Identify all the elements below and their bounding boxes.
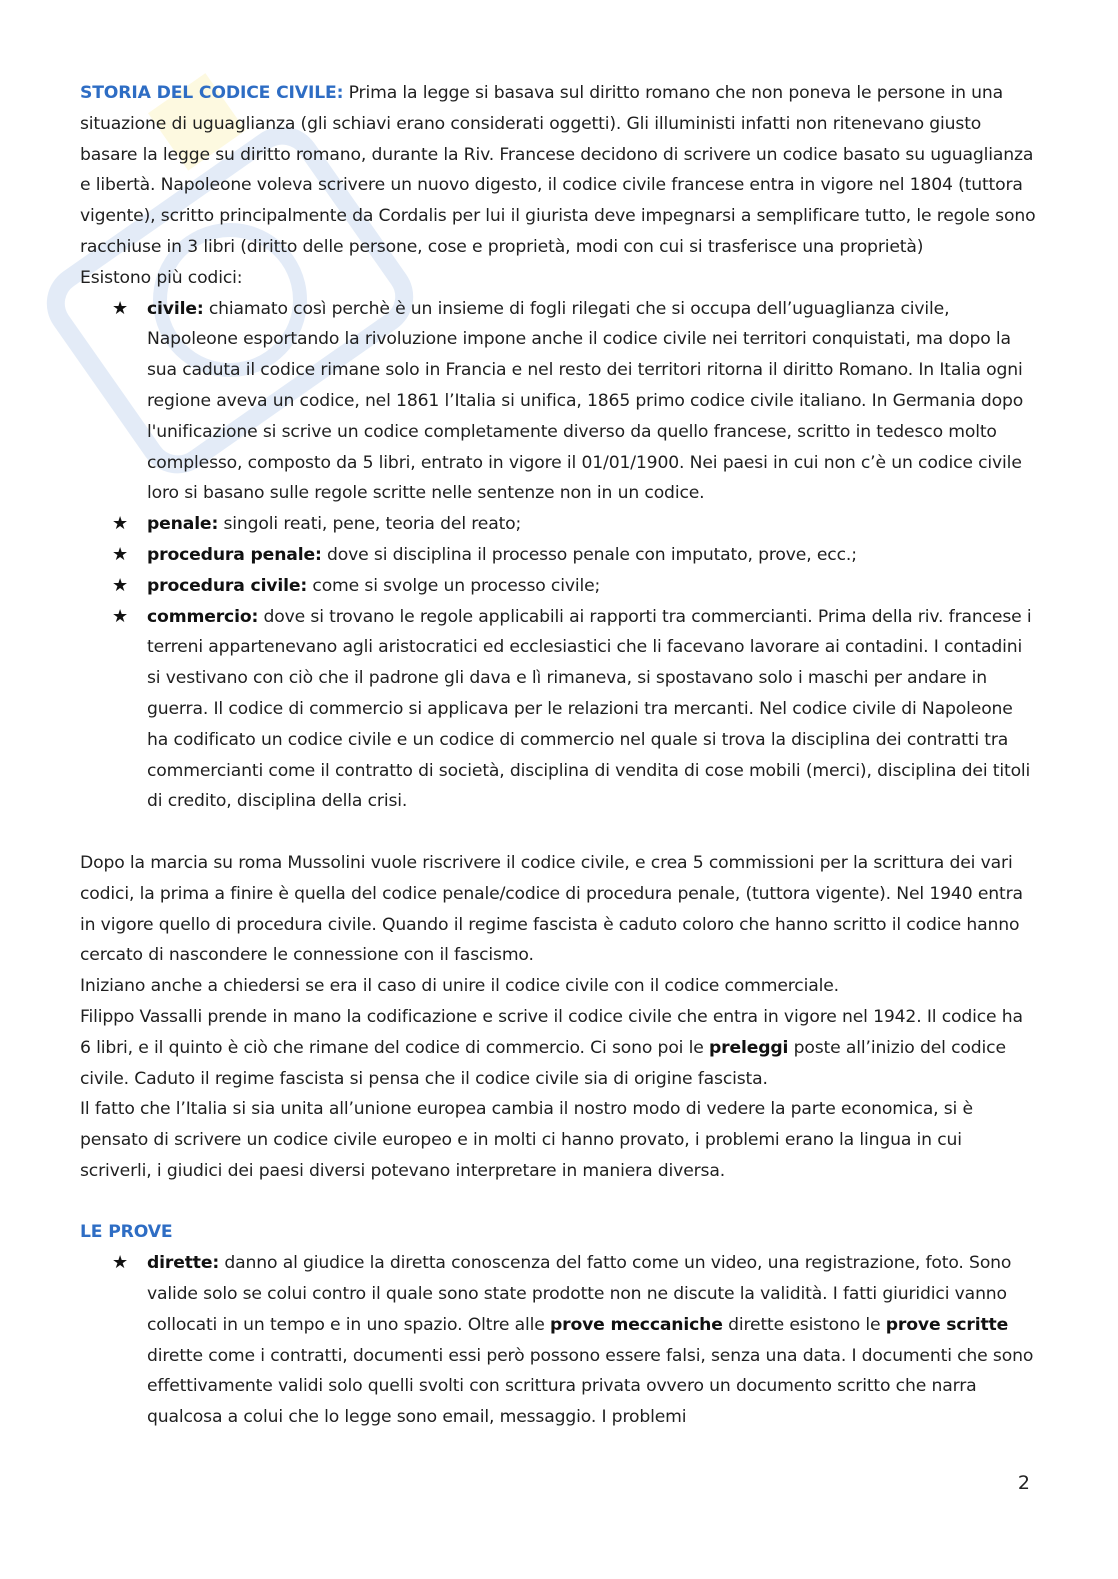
bold-preleggi: preleggi <box>709 1037 789 1058</box>
star-bullet-icon: ★ <box>112 543 128 565</box>
list-item <box>112 540 1036 571</box>
star-bullet-icon: ★ <box>112 574 128 596</box>
list-item <box>112 602 1036 818</box>
spacer <box>80 817 1036 848</box>
codes-list <box>80 294 1036 818</box>
list-item-text: singoli reati, pene, teoria del reato; <box>218 514 522 535</box>
star-bullet-icon: ★ <box>112 297 128 319</box>
section-heading-storia: STORIA DEL CODICE CIVILE: <box>80 83 344 103</box>
list-item <box>112 509 1036 540</box>
star-bullet-icon: ★ <box>112 513 128 535</box>
section-heading-prove: LE PROVE <box>80 1222 173 1243</box>
paragraph-vassalli: Filippo Vassalli prende in mano la codificazione e scrive il codice civile che entra in vigore nel 1942. Il codice ha 6 libri, e il quinto è ciò che rimane del codice di commercio. Ci sono poi le preleggi poste all’inizio del codice civile. Caduto il regime fascista si pensa che il codice civile sia di origine fascista. <box>80 1006 1023 1089</box>
list-item-text: dove si disciplina il processo penale con imputato, prove, ecc.; <box>321 544 857 565</box>
list-item-term: procedura penale: <box>147 544 322 565</box>
list-intro: Esistono più codici: <box>80 267 243 288</box>
star-bullet-icon: ★ <box>112 1252 128 1274</box>
spacer <box>80 1187 1036 1218</box>
list-item <box>112 571 1036 602</box>
bold-prove-scritte: prove scritte <box>885 1314 1009 1335</box>
list-item-text: come si svolge un processo civile; <box>307 575 601 596</box>
bold-prove-meccaniche: prove meccaniche <box>549 1314 723 1335</box>
paragraph-mussolini: Dopo la marcia su roma Mussolini vuole riscrivere il codice civile, e crea 5 commissioni per la scrittura dei vari codici, la prima a finire è quella del codice penale/codice di procedura penale, (tuttora vigente). Nel 1940 entra in vigore quello di procedura civile. Quando il regime fascista è caduto coloro che hanno scritto il codice hanno cercato di nascondere le connessione con il fascismo. <box>80 852 1023 966</box>
list-item-text: chiamato così perchè è un insieme di fogli rilegati che si occupa dell’uguaglianza civile, Napoleone esportando la rivoluzione impone anche il codice civile nei territori conquistati, ma dopo la sua caduta il codice rimane solo in Francia e nel resto dei territori ritorna il diritto Romano. In Italia ogni regione aveva un codice, nel 1861 l’Italia si unifica, 1865 primo codice civile italiano. In Germania dopo l'unificazione si scrive un codice completamente diverso da quello francese, scritto in tedesco molto complesso, composto da 5 libri, entrato in vigore il 01/01/1900. Nei paesi in cui non c’è un codice civile loro si basano sulle regole scritte nelle sentenze non in un codice. <box>147 298 1024 504</box>
list-item-term: dirette: <box>147 1253 220 1274</box>
paragraph-unire: Iniziano anche a chiedersi se era il caso di unire il codice civile con il codice commerciale. <box>80 976 839 997</box>
page-number: 2 <box>1017 1472 1030 1494</box>
section-history-intro <box>80 78 1036 263</box>
star-bullet-icon: ★ <box>112 605 128 627</box>
list-item-term: penale: <box>147 514 219 535</box>
list-item-text: dove si trovano le regole applicabili ai rapporti tra commercianti. Prima della riv. francese i terreni appartenevano agli aristocratici ed ecclesiastici che li facevano lavorare ai contadini. I contadini si vestivano con ciò che il padrone gli dava e lì rimaneva, si spostavano solo i maschi per andare in guerra. Il codice di commercio si applicava per le relazioni tra mercanti. Nel codice civile di Napoleone ha codificato un codice civile e un codice di commercio nel quale si trova la disciplina dei contratti tra commercianti come il contratto di società, disciplina di vendita di cose mobili (merci), disciplina dei titoli di credito, disciplina della crisi. <box>147 606 1032 812</box>
intro-text: Prima la legge si basava sul diritto romano che non poneva le persone in una situazione di uguaglianza (gli schiavi erano considerati oggetti). Gli illuministi infatti non ritenevano giusto basare la legge su diritto romano, durante la Riv. Francese decidono di scrivere un codice basato su uguaglianza e libertà. Napoleone voleva scrivere un nuovo digesto, il codice civile francese entra in vigore nel 1804 (tuttora vigente), scritto principalmente da Cordalis per lui il giurista deve impegnarsi a semplificare tutto, le regole sono racchiuse in 3 libri (diritto delle persone, cose e proprietà, modi con cui si trasferisce una proprietà) <box>80 83 1036 257</box>
list-item-term: procedura civile: <box>147 575 308 596</box>
list-item <box>112 294 1036 510</box>
document-page <box>80 78 1036 1433</box>
prove-list <box>80 1248 1036 1433</box>
paragraph-europa: Il fatto che l’Italia si sia unita all’unione europea cambia il nostro modo di vedere la parte economica, si è pensato di scrivere un codice civile europeo e in molti ci hanno provato, i problemi erano la lingua in cui scriverli, i giudici dei paesi diversi potevano interpretare in maniera diversa. <box>80 1099 973 1181</box>
list-item-term: civile: <box>147 298 204 319</box>
list-item-term: commercio: <box>147 606 259 627</box>
list-item: ★ dirette: danno al giudice la diretta conoscenza del fatto come un video, una registrazione, foto. Sono valide solo se colui contro il quale sono state prodotte non ne discute la validità. I fatti giuridici vanno collocati in un tempo e in uno spazio. Oltre alle prove meccaniche dirette esistono le prove scritte dirette come i contratti, documenti essi però possono essere falsi, senza una data. I documenti che sono effettivamente validi solo quelli svolti con scrittura privata ovvero un documento scritto che narra qualcosa a colui che lo legge sono email, messaggio. I problemi <box>147 1248 1036 1433</box>
